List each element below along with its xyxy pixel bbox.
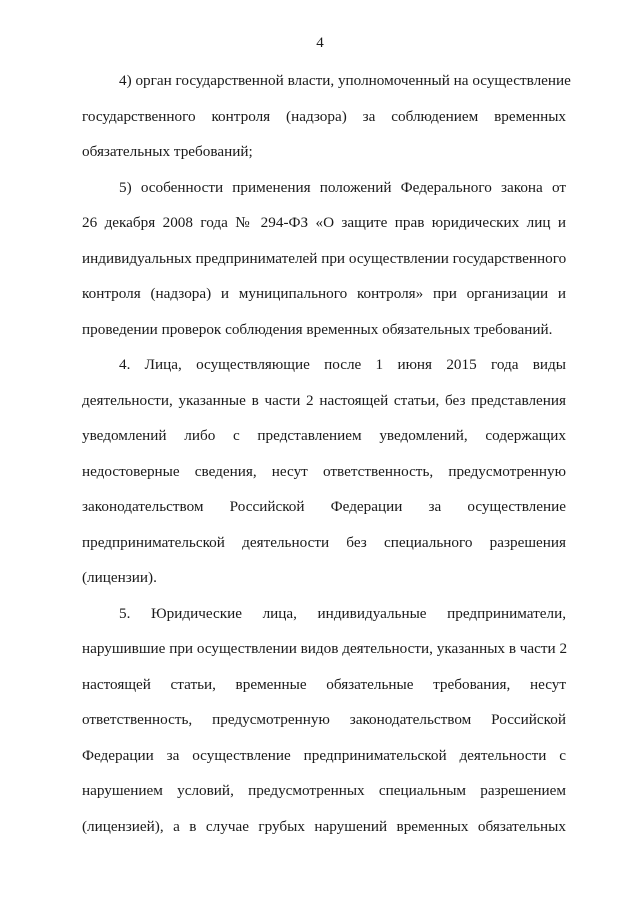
text-line: проведении проверок соблюдения временных обязательных требований. xyxy=(82,320,553,338)
text-line: Федерации за осуществление предпринимательской деятельности с xyxy=(82,746,566,764)
document-body xyxy=(82,63,571,844)
text-line: нарушившие при осуществлении видов деятельности, указанных в части 2 xyxy=(82,640,568,657)
text-line: предпринимательской деятельности без специального разрешения xyxy=(82,533,566,551)
text-line: контроля (надзора) и муниципального контроля» при организации и xyxy=(82,285,566,302)
text-line: уведомлений либо с представлением уведомлений, содержащих xyxy=(82,427,566,444)
page-number: 4 xyxy=(316,35,324,51)
text-line: настоящей статьи, временные обязательные требования, несут xyxy=(82,675,566,693)
text-line: (лицензией), а в случае грубых нарушений временных обязательных xyxy=(82,817,566,835)
text-line: (лицензии). xyxy=(82,569,157,586)
text-line: государственного контроля (надзора) за соблюдением временных xyxy=(82,107,566,125)
text-line: законодательством Российской Федерации за осуществление xyxy=(82,498,566,515)
text-line: индивидуальных предпринимателей при осуществлении государственного xyxy=(82,249,567,267)
text-line: 4) орган государственной власти, уполномоченный на осуществление xyxy=(119,72,571,89)
text-line: 26 декабря 2008 года № 294-ФЗ «О защите прав юридических лиц и xyxy=(82,214,566,231)
text-line: обязательных требований; xyxy=(82,143,253,160)
text-line: деятельности, указанные в части 2 настоящей статьи, без представления xyxy=(82,391,566,409)
text-line: недостоверные сведения, несут ответственность, предусмотренную xyxy=(82,462,566,480)
text-line: ответственность, предусмотренную законодательством Российской xyxy=(82,711,566,728)
text-line: нарушением условий, предусмотренных специальным разрешением xyxy=(82,782,566,799)
text-line: 5. Юридические лица, индивидуальные предприниматели, xyxy=(119,604,566,622)
text-line: 4. Лица, осуществляющие после 1 июня 2015 года виды xyxy=(119,356,566,373)
text-line: 5) особенности применения положений Федерального закона от xyxy=(119,178,566,196)
